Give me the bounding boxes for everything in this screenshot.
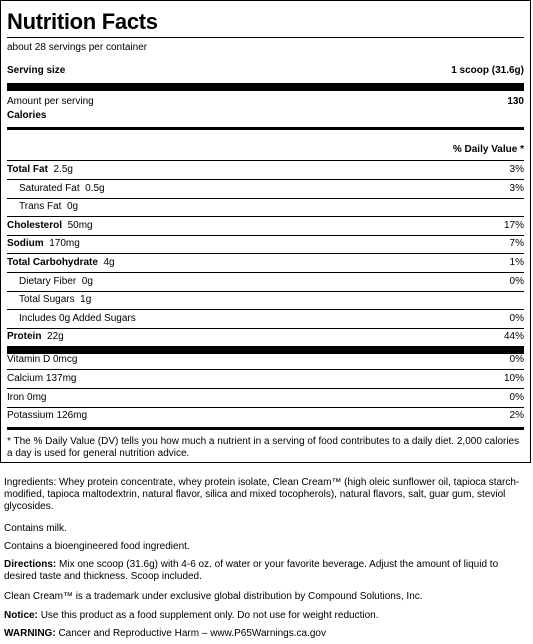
nutrient-dv: 0% [509, 275, 524, 287]
nutrient-row-trans-fat [7, 198, 524, 217]
nutrient-name: Total Sugars [19, 294, 75, 306]
nutrient-name: Protein [7, 331, 42, 343]
nutrient-dv: 7% [509, 238, 524, 250]
contains-text: Contains milk. [4, 523, 67, 534]
micro-dv: 10% [503, 372, 524, 384]
nutrient-dv: 44% [503, 331, 524, 343]
micro-name: Calcium [7, 372, 44, 384]
nutrient-name: Includes 0g Added Sugars [19, 312, 136, 324]
serving-size-value: 1 scoop (31.6g) [451, 65, 524, 76]
nutrient-name: Total Fat [7, 164, 48, 175]
micro-row-calcium [7, 369, 524, 388]
nutrient-amount: 1g [80, 294, 92, 306]
micro-name: Potassium [7, 410, 54, 422]
nutrient-amount: 4g [103, 256, 115, 268]
bioengineered-text: Contains a bioengineered food ingredient. [4, 541, 190, 552]
serving-size-row [7, 65, 524, 77]
nutrient-row-protein [7, 328, 524, 347]
nutrient-dv: 0% [509, 312, 524, 324]
warning-body: Cancer and Reproductive Harm – www.P65Warnings.ca.gov [58, 628, 326, 639]
medium-divider [7, 427, 524, 430]
warning-label: WARNING: [4, 628, 56, 639]
directions-text [4, 559, 526, 583]
nutrient-row-total-carbohydrate [7, 253, 524, 272]
micro-name: Vitamin D [7, 354, 51, 366]
micro-row-iron [7, 388, 524, 407]
medium-divider [7, 127, 524, 130]
nutrient-row-dietary-fiber [7, 272, 524, 291]
panel-title: Nutrition Facts [7, 9, 158, 34]
directions-body: Mix one scoop (31.6g) with 4-6 oz. of water or your favorite beverage. Adjust the amount of liquid to desired taste and thickness. Scoop included. [4, 559, 499, 582]
serving-size-label: Serving size [7, 65, 66, 76]
directions-label: Directions: [4, 559, 57, 570]
calories-label: Calories [7, 110, 47, 121]
notice-body: Use this product as a food supplement only. Do not use for weight reduction. [40, 610, 379, 621]
amount-per-serving-label: Amount per serving [7, 96, 94, 107]
nutrient-amount: 2.5g [53, 164, 73, 175]
nutrient-dv: 3% [509, 182, 524, 194]
nutrient-name: Trans Fat [19, 201, 62, 213]
nutrient-amount: 22g [47, 331, 64, 343]
nutrient-row-total-sugars [7, 291, 524, 310]
nutrient-amount: 170mg [49, 238, 80, 250]
nutrient-name: Cholesterol [7, 219, 63, 231]
micro-name: Iron [7, 391, 25, 403]
nutrient-row-added-sugars [7, 309, 524, 328]
ingredients-text: Ingredients: Whey protein concentrate, whey protein isolate, Clean Cream™ (high oleic sunflower oil, tapioca starch-modified, tapioca maltodextrin, natural flavor, silica and mixed tocopherols), natural flavors, salt, guar gum, steviol glycosides. [4, 477, 520, 512]
nutrient-dv: 17% [503, 219, 524, 231]
nutrient-amount: 0g [81, 275, 93, 287]
micro-dv: 0% [509, 354, 524, 366]
micro-amount: 137mg [45, 372, 77, 384]
nutrient-name: Saturated Fat [19, 182, 80, 194]
thick-divider [7, 346, 524, 354]
nutrient-row-cholesterol [7, 216, 524, 235]
nutrient-dv: 3% [509, 164, 524, 175]
micro-row-potassium [7, 407, 524, 426]
daily-value-footnote: * The % Daily Value (DV) tells you how much a nutrient in a serving of food contributes to a daily diet. 2,000 calories a day is used for general nutrition advice. [7, 436, 520, 460]
daily-value-header: % Daily Value * [452, 144, 524, 155]
nutrient-name: Total Carbohydrate [7, 256, 98, 268]
divider [7, 37, 524, 38]
warning-text [4, 628, 526, 640]
nutrient-name: Dietary Fiber [19, 275, 77, 287]
nutrient-name: Sodium [7, 238, 44, 250]
calories-value: 130 [507, 96, 524, 107]
nutrient-dv: 1% [509, 256, 524, 268]
nutrient-row-saturated-fat [7, 179, 524, 198]
servings-per-container: about 28 servings per container [7, 42, 148, 53]
nutrient-amount: 50mg [67, 219, 93, 231]
nutrient-amount: 0.5g [85, 182, 105, 194]
thick-divider [7, 83, 524, 91]
notice-text [4, 610, 526, 622]
nutrient-amount: 0g [66, 201, 79, 213]
micro-amount: 0mg [27, 391, 47, 403]
notice-label: Notice: [4, 610, 38, 621]
nutrient-row-sodium [7, 235, 524, 254]
nutrient-row-total-fat [7, 161, 524, 179]
micro-dv: 0% [509, 391, 524, 403]
micro-amount: 126mg [56, 410, 88, 422]
micro-amount: 0mcg [52, 354, 78, 366]
trademark-text: Clean Cream™ is a trademark under exclusive global distribution by Compound Solutions, Inc. [4, 591, 423, 602]
amount-per-serving-row [7, 96, 524, 108]
micro-dv: 2% [509, 410, 524, 422]
micro-row-vitamin-d [7, 354, 524, 369]
